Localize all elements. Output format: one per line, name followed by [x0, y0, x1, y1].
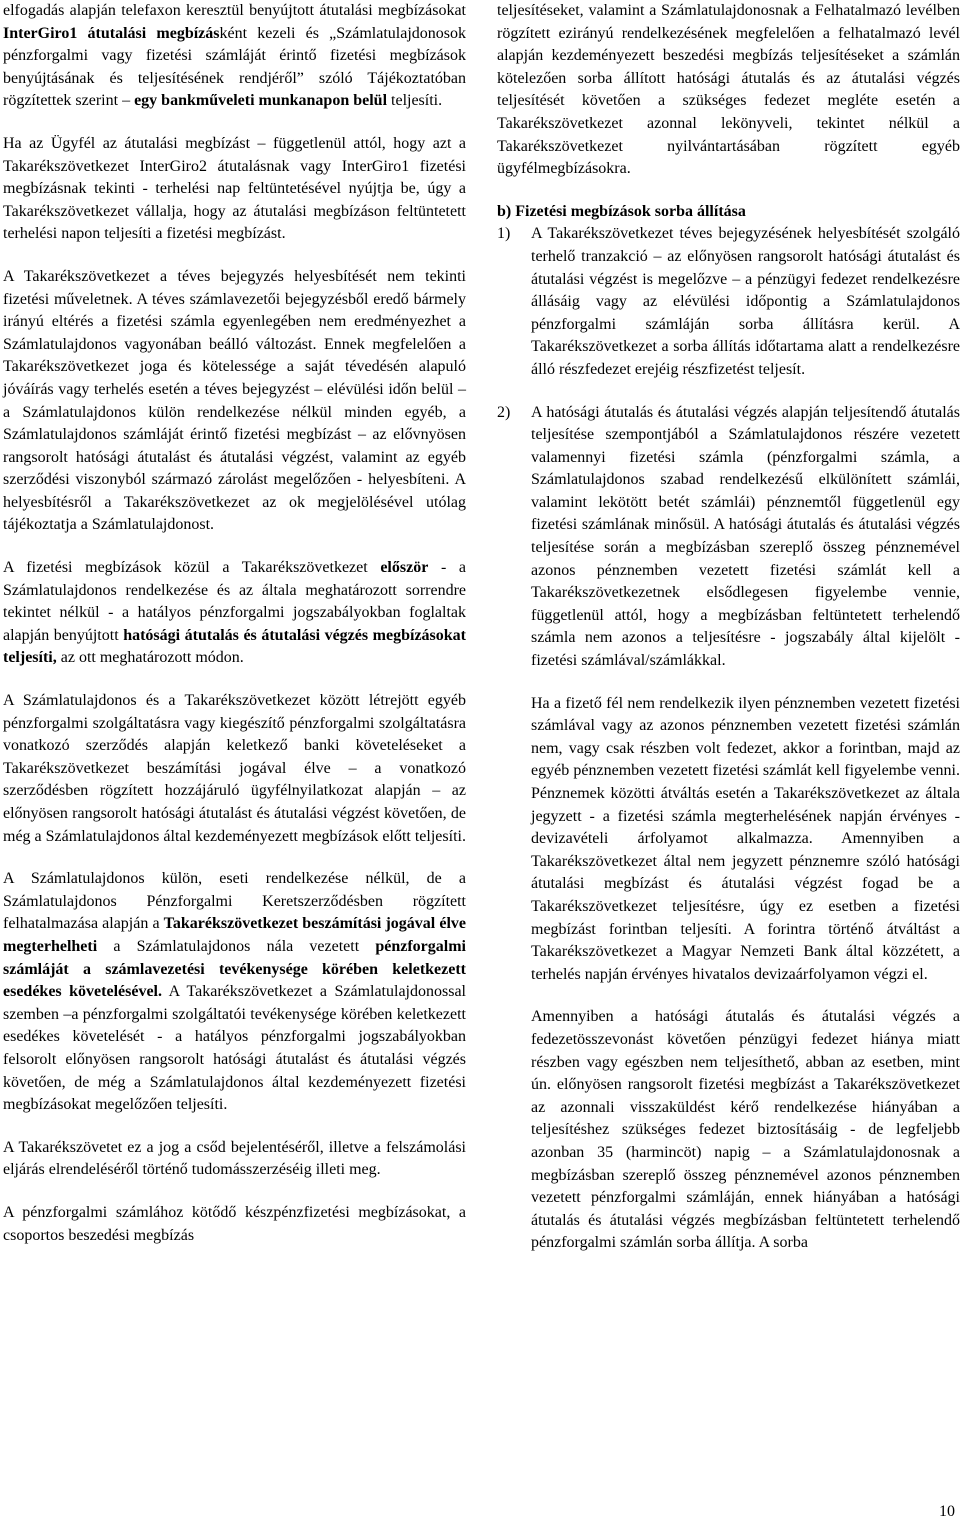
text-run: A Takarékszövetkezet téves bejegyzésének helyesbítését szolgáló terhelő tranzakció – az előnyösen rangsorolt hatósági átutalást és átutalási végzést is megelőzve – a pénzügyi fedezet rendelkezésre állásáig vagy az elévülési időpontig a Számlatulajdonos pénzforgalmi számláján sorba állításra kerül. A Takarékszövetkezet a sorba állítás időtartama alatt a rendelkezésre álló részfedezet erejéig részfizetést teljesít. — [531, 225, 960, 378]
list-number: 2) — [497, 403, 511, 421]
text-run: A hatósági átutalás és átutalási végzés alapján teljesítendő átutalás teljesítése szempontjából a Számlatulajdonos részére vezetett valamennyi fizetési számla (pénzforgalmi számla, a Számlatulajdonos szabad rendelkezésű elkülönített számlái, valamint lekötött betét számlái) pénznemtől függetlenül egy fizetési számlának minősül. A hatósági átutalás és átutalási végzés teljesítése során a megbízásban szereplő összeg pénznemével azonos pénznemben vezetett fizetési számlát kell a Takarékszövetkezetnek elsődlegesen figyelembe vennie, függetlenül attól, hogy a megbízásban feltüntetett terhelendő számla nem azonos a teljesítésre - jogszabály által kijelölt - fizetési számlával/számlákkal. — [531, 403, 960, 670]
text-run: A Számlatulajdonos külön, eseti rendelkezése nélkül, de a Számlatulajdonos Pénzforgalmi Keretszerződésben rögzített felhatalmazása alapján a — [3, 870, 466, 933]
text-run: A Takarékszövetet ez a jog a csőd bejelentéséről, illetve a felszámolási eljárás elrendeléséről történő tudomásszerzéséig illeti meg. — [3, 1138, 466, 1179]
paragraph — [531, 1006, 960, 1255]
text-run: Amennyiben a hatósági átutalás és átutalási végzés a fedezetösszevonást követően pénzügyi fedezet hiánya miatt részben vagy egészben nem teljesíthető, abban az esetben, mint ún. előnyösen rangsorolt fizetési megbízást a Takarékszövetkezet az azonnali visszaküldést kérő rendelkezése hiányában a teljesítéshez szükséges fedezet biztosításáig - de legfeljebb azonban 35 (harmincöt) napig – a Számlatulajdonosnak a megbízásban szereplő összeg pénznemével azonos pénznemben vezetett pénzforgalmi számláján, ennek hiányában a hatósági átutalás és átutalási végzés megbízásban feltüntetett terhelendő pénzforgalmi számlán sorba állítja. A sorba — [531, 1008, 960, 1252]
paragraph — [497, 0, 960, 181]
text-run: teljesítéseket, valamint a Számlatulajdonosnak a Felhatalmazó levélben rögzített ezirányú rendelkezésének megfelelően a felhatalmazó levél alapján kezdeményezett beszedési megbízás teljesítéseket a számlán kötelezően sorba állított hatósági átutalás és az átutalási végzés teljesítését követően a szükséges fedezet megléte esetén a Takarékszövetkezet azonnal lekönyveli, tekintet nélkül a Takarékszövetkezet nyilvántartásában rögzített egyéb ügyfélmegbízásokra. — [497, 2, 960, 178]
text-run: A Számlatulajdonos és a Takarékszövetkezet között létrejött egyéb pénzforgalmi szolgáltatásra vagy kiegészítő pénzforgalmi szolgáltatásra vonatkozó szerződés alapján keletkező banki követeléseket a Takarékszövetkezet beszámítási jogával élve – a vonatkozó szerződésben rögzített hozzájáruló ügyfélnyilatkozat alapján – az előnyösen rangsorolt hatósági átutalást és átutalási végzést követően, de még a Számlatulajdonos által kezdeményezett megbízások előtt teljesíti. — [3, 692, 466, 845]
numbered-list — [497, 223, 960, 1255]
bold-text: InterGiro1 átutalási megbízás — [3, 24, 220, 42]
text-run: A Takarékszövetkezet a Számlatulajdonossal szemben –a pénzforgalmi szolgáltatói tevékenysége körében keletkezett esedékes követelését - a hatályos pénzforgalmi jogszabályokban felsorolt előnyösen rangsorolt hatósági átutalást és átutalási végzés követően, de még a Számlatulajdonos által kezdeményezett fizetési megbízásokat megelőzően teljesíti. — [3, 983, 466, 1114]
bold-text: egy bankműveleti munkanapon belül — [134, 92, 388, 110]
paragraph — [531, 693, 960, 987]
text-run: a Számlatulajdonos nála vezetett — [97, 937, 376, 955]
bold-text: először — [380, 559, 429, 577]
text-run: elfogadás alapján telefaxon keresztül benyújtott átutalási megbízásokat — [3, 2, 466, 19]
text-run: teljesíti. — [387, 92, 443, 110]
text-run: A fizetési megbízások közül a Takarékszövetkezet — [3, 559, 381, 577]
text-run: A pénzforgalmi számlához kötődő készpénzfizetési megbízásokat, a csoportos beszedési megbízás — [3, 1203, 466, 1244]
list-item — [497, 402, 960, 1255]
text-run: - a Számlatulajdonos rendelkezése és az általa meghatározott sorrendre tekintet nélkül - a hatályos pénzforgalmi jogszabályokban foglaltak alapján benyújtott — [3, 559, 466, 644]
text-run: Ha a fizető fél nem rendelkezik ilyen pénznemben vezetett fizetési számlával vagy az azonos pénznemben vezetett fizetési számlán nem, vagy csak részben volt fedezet, akkor a forintban, majd az egyéb pénznemben vezetett fizetési számlát kell figyelembe venni. Pénznemek közötti átváltás esetén a Takarékszövetkezet az általa jegyzett - a fizetési számla megterhelésének napján érvényes - devizavételi árfolyamot alkalmazza. Amennyiben a Takarékszövetkezet által nem jegyzett pénznemre szóló hatósági átutalási megbízást és átutalási végzést fogad be a Takarékszövetkezet teljesítésre, úgy ez esetben a fizetési megbízást forintban teljesíti. A forintra történő átváltást a Takarékszövetkezet a Magyar Nemzeti Bank által közzétett, a terhelés napján érvényes hivatalos devizaárfolyamon végzi el. — [531, 694, 960, 983]
paragraph — [3, 1202, 466, 1247]
bold-text: hatósági átutalás és átutalási végzés megbízásokat teljesíti, — [3, 626, 466, 667]
right-column — [497, 0, 960, 1255]
paragraph — [3, 1137, 466, 1182]
text-run: Ha az Ügyfél az átutalási megbízást – függetlenül attól, hogy azt a Takarékszövetkezet InterGiro2 átutalásnak vagy InterGiro1 fizetési megbízásnak tekinti - terhelési nap feltüntetésével nyújtja be, úgy a Takarékszövetkezet vállalja, hogy az átutalási megbízáson feltüntetett terhelési napon teljesíti a fizetési megbízást. — [3, 134, 466, 243]
section-heading: b) Fizetési megbízások sorba állítása — [497, 202, 746, 220]
paragraph — [3, 0, 466, 113]
left-column — [3, 0, 466, 1247]
paragraph — [3, 266, 466, 537]
list-item — [497, 223, 960, 381]
page-number: 10 — [939, 1503, 955, 1520]
text-run: A Takarékszövetkezet a téves bejegyzés helyesbítését nem tekinti fizetési műveletnek. A téves számlavezetői bejegyzésből eredő bármely irányú eltérés a fizetési számla egyenlegében nem eredményezhet a Számlatulajdonos vagyonában beálló változást. Ennek megfelelően a Takarékszövetkezet joga és kötelessége a saját tévedésén alapuló jóváírás vagy terhelés esetén a téves bejegyzést – elévülési időn belül – a Számlatulajdonos külön rendelkezése nélkül minden egyéb, a Számlatulajdonos számláját érintő fizetési megbízást – az elővnyösen rangsorolt hatósági átutalást és átutalási végzést, valamint az egyéb szerződési viszonyból származó zárolást megelőzően - helyesbíteni. A helyesbítésről a Takarékszövetkezet az ok megjelölésével utólag tájékoztatja a Számlatulajdonost. — [3, 267, 466, 534]
paragraph — [3, 868, 466, 1117]
paragraph — [3, 133, 466, 246]
text-run: az ott meghatározott módon. — [56, 649, 244, 667]
paragraph — [531, 402, 960, 673]
paragraph — [3, 557, 466, 670]
list-number: 1) — [497, 225, 511, 243]
paragraph — [3, 690, 466, 848]
text-run: ként kezeli és „Számlatulajdonosok pénzforgalmi vagy fizetési számláját érintő fizetési megbízások benyújtásának és teljesítésének rendjéről” szóló Tájékoztatóban rögzítettek szerint – — [3, 24, 466, 110]
bold-text: pénzforgalmi számláját a számlavezetési tevékenysége körében keletkezett esedékes követelésével. — [3, 937, 466, 1001]
paragraph — [531, 223, 960, 381]
bold-text: Takarékszövetkezet beszámítási jogával élve megterhelheti — [3, 915, 467, 955]
